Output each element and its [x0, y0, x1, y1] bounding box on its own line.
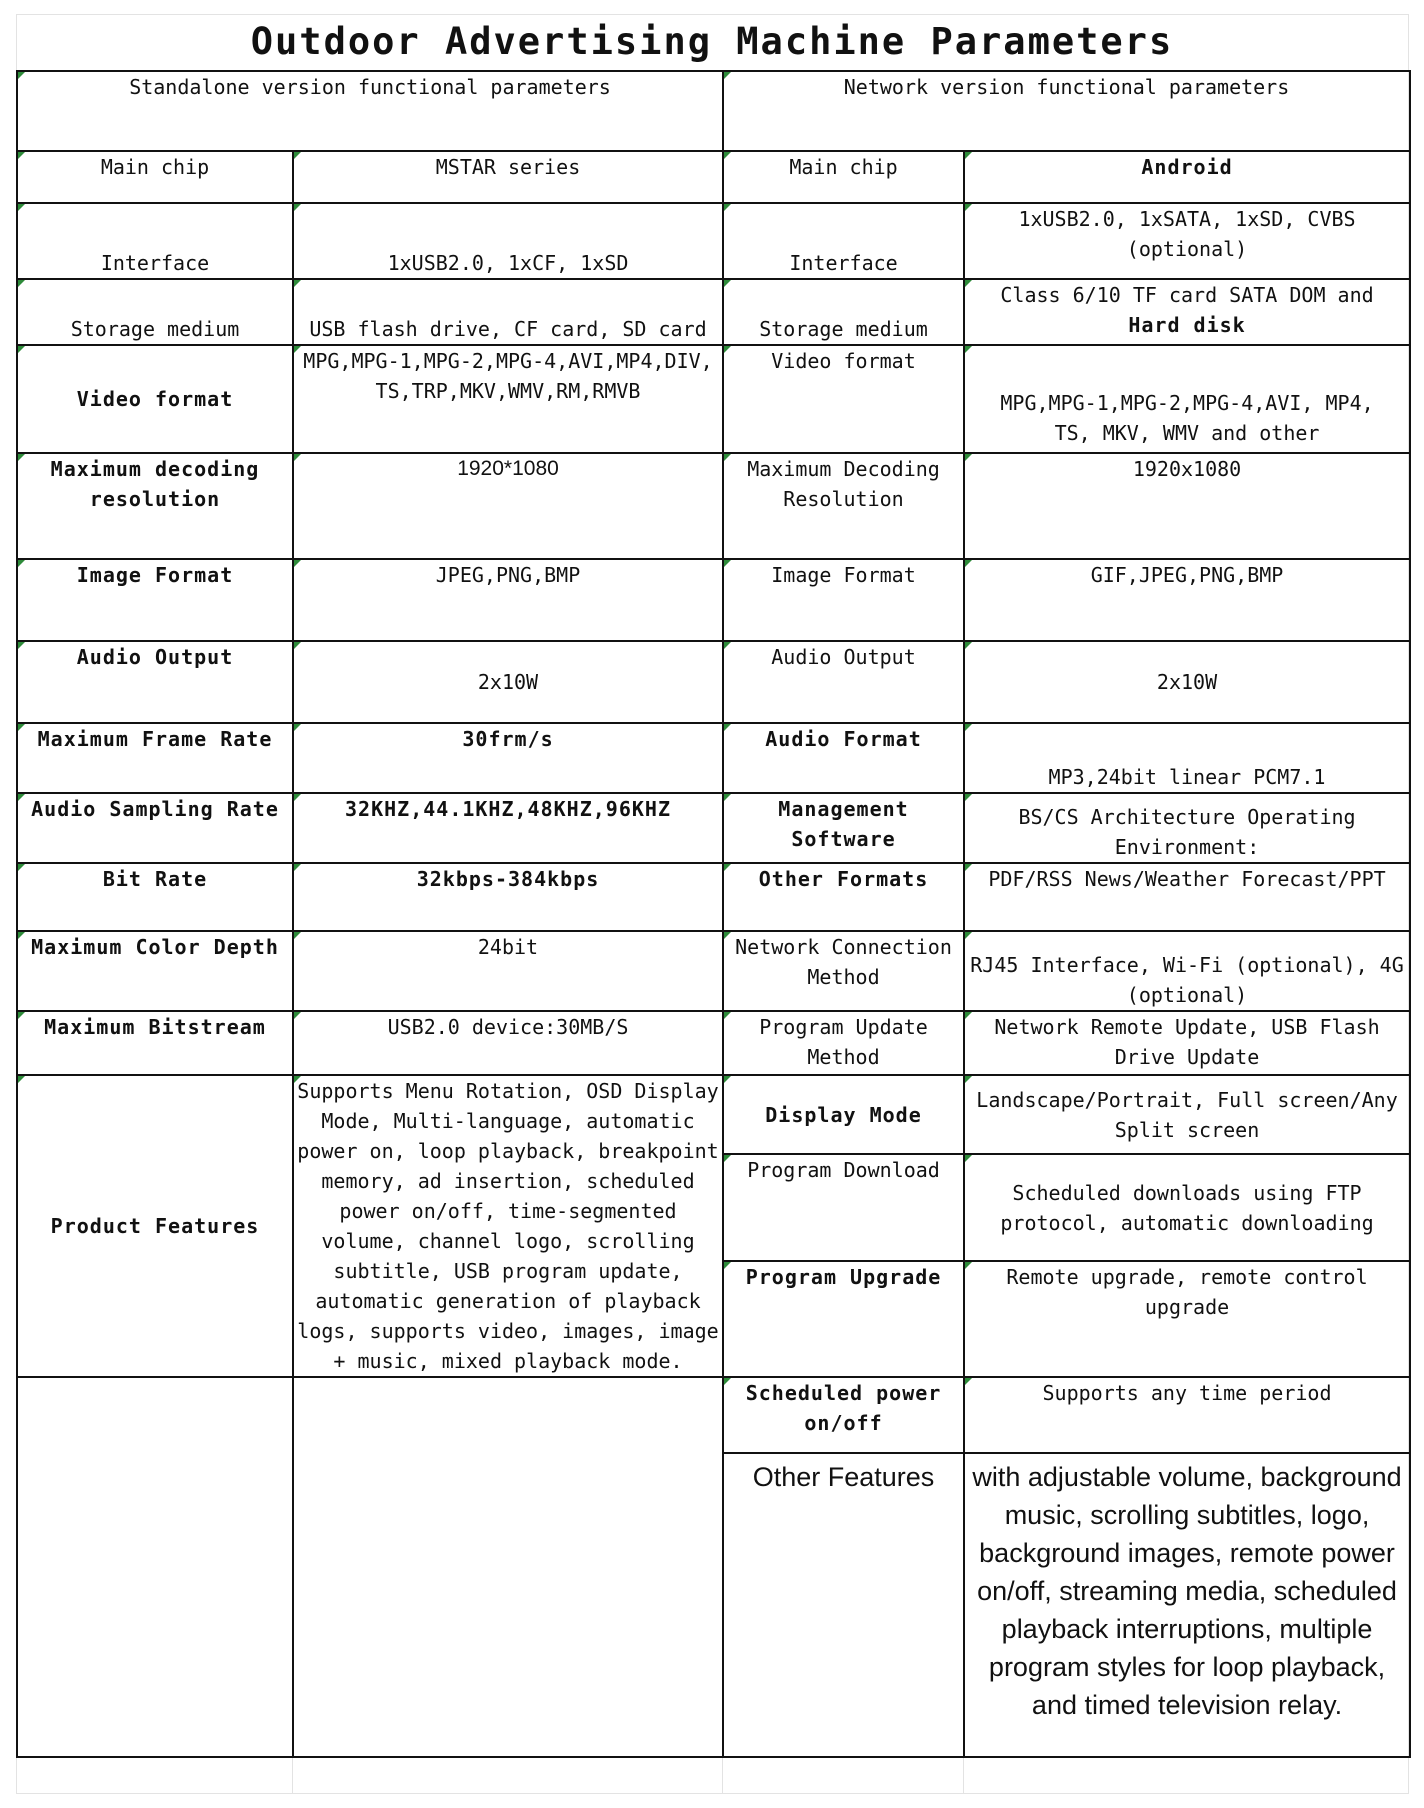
- table-row: [17, 559, 1410, 641]
- table-row: [17, 279, 1410, 345]
- standalone-label: Main chip: [17, 151, 293, 203]
- standalone-value: 2x10W: [293, 641, 723, 723]
- table-row: [17, 1011, 1410, 1075]
- table-row: [17, 453, 1410, 559]
- standalone-value: MPG,MPG-1,MPG-2,MPG-4,AVI,MP4,DIV,TS,TRP,MKV,WMV,RM,RMVB: [293, 345, 723, 453]
- network-label: Network Connection Method: [723, 931, 964, 1011]
- empty-cell: [293, 1377, 723, 1757]
- standalone-value: 32KHZ,44.1KHZ,48KHZ,96KHZ: [293, 793, 723, 863]
- network-label: Other Features: [723, 1453, 964, 1757]
- network-label: Management Software: [723, 793, 964, 863]
- page-title: Outdoor Advertising Machine Parameters: [250, 19, 1174, 63]
- standalone-header: Standalone version functional parameters: [17, 71, 723, 151]
- standalone-value: 24bit: [293, 931, 723, 1011]
- network-label: Audio Format: [723, 723, 964, 793]
- standalone-value: JPEG,PNG,BMP: [293, 559, 723, 641]
- standalone-label: Maximum Frame Rate: [17, 723, 293, 793]
- table-row: [17, 723, 1410, 793]
- product-features-value: Supports Menu Rotation, OSD Display Mode, Multi-language, automatic power on, loop playback, breakpoint memory, ad insertion, scheduled power on/off, time-segmented volume, channel logo, scrolling subtitle, USB program update, automatic generation of playback logs, supports video, images, image + music, mixed playback mode.: [293, 1075, 723, 1377]
- network-header: Network version functional parameters: [723, 71, 1410, 151]
- network-label: Program Download: [723, 1154, 964, 1261]
- network-label: Main chip: [723, 151, 964, 203]
- network-value-line: Class 6/10 TF card SATA DOM and: [1000, 283, 1374, 307]
- network-label: Display Mode: [723, 1075, 964, 1154]
- standalone-value: 1920*1080: [293, 453, 723, 559]
- network-value: 1xUSB2.0, 1xSATA, 1xSD, CVBS (optional): [964, 203, 1410, 279]
- standalone-label: Interface: [17, 203, 293, 279]
- network-label: Interface: [723, 203, 964, 279]
- network-label: Scheduled power on/off: [723, 1377, 964, 1453]
- network-value: Landscape/Portrait, Full screen/Any Split screen: [964, 1075, 1410, 1154]
- table-row: [17, 203, 1410, 279]
- network-value: GIF,JPEG,PNG,BMP: [964, 559, 1410, 641]
- standalone-value: 30frm/s: [293, 723, 723, 793]
- table-row: [17, 863, 1410, 931]
- empty-sheet-row: [16, 1757, 1409, 1794]
- standalone-value: USB flash drive, CF card, SD card: [293, 279, 723, 345]
- standalone-label: Maximum Color Depth: [17, 931, 293, 1011]
- network-value: MP3,24bit linear PCM7.1: [964, 723, 1410, 793]
- network-label: Image Format: [723, 559, 964, 641]
- table-row: [17, 1377, 1410, 1453]
- network-value: Supports any time period: [964, 1377, 1410, 1453]
- standalone-label: Maximum Bitstream: [17, 1011, 293, 1075]
- table-row: [17, 345, 1410, 453]
- standalone-label: Maximum decoding resolution: [17, 453, 293, 559]
- standalone-label: Bit Rate: [17, 863, 293, 931]
- table-row: [17, 931, 1410, 1011]
- network-label: Storage medium: [723, 279, 964, 345]
- standalone-label: Audio Sampling Rate: [17, 793, 293, 863]
- standalone-label: Video format: [17, 345, 293, 453]
- network-label: Maximum Decoding Resolution: [723, 453, 964, 559]
- network-value: RJ45 Interface, Wi-Fi (optional), 4G (optional): [964, 931, 1410, 1011]
- network-label: Program Upgrade: [723, 1261, 964, 1377]
- table-row: [17, 151, 1410, 203]
- table-row: [17, 71, 1410, 151]
- network-label: Audio Output: [723, 641, 964, 723]
- empty-cell: [17, 1377, 293, 1757]
- table-row: [17, 1075, 1410, 1154]
- network-value: PDF/RSS News/Weather Forecast/PPT: [964, 863, 1410, 931]
- standalone-value: 32kbps-384kbps: [293, 863, 723, 931]
- network-label: Other Formats: [723, 863, 964, 931]
- network-label: Program Update Method: [723, 1011, 964, 1075]
- network-value-line-bold: Hard disk: [1128, 313, 1246, 337]
- network-value: Network Remote Update, USB Flash Drive Update: [964, 1011, 1410, 1075]
- standalone-label: Audio Output: [17, 641, 293, 723]
- network-label: Video format: [723, 345, 964, 453]
- standalone-value: USB2.0 device:30MB/S: [293, 1011, 723, 1075]
- network-value: MPG,MPG-1,MPG-2,MPG-4,AVI, MP4, TS, MKV, WMV and other: [964, 345, 1410, 453]
- network-value: 1920x1080: [964, 453, 1410, 559]
- network-value: 2x10W: [964, 641, 1410, 723]
- network-value: BS/CS Architecture Operating Environment:: [964, 793, 1410, 863]
- table-row: [17, 641, 1410, 723]
- network-value: Android: [964, 151, 1410, 203]
- network-value: [964, 279, 1410, 345]
- standalone-label: Storage medium: [17, 279, 293, 345]
- standalone-value: 1xUSB2.0, 1xCF, 1xSD: [293, 203, 723, 279]
- parameters-table: [16, 70, 1411, 1758]
- product-features-label: Product Features: [17, 1075, 293, 1377]
- table-row: [17, 793, 1410, 863]
- standalone-value: MSTAR series: [293, 151, 723, 203]
- network-value: with adjustable volume, background music, scrolling subtitles, logo, background images, remote power on/off, streaming media, scheduled playback interruptions, multiple program styles for loop playback, and timed television relay.: [964, 1453, 1410, 1757]
- standalone-label: Image Format: [17, 559, 293, 641]
- network-value: Scheduled downloads using FTP protocol, automatic downloading: [964, 1154, 1410, 1261]
- network-value: Remote upgrade, remote control upgrade: [964, 1261, 1410, 1377]
